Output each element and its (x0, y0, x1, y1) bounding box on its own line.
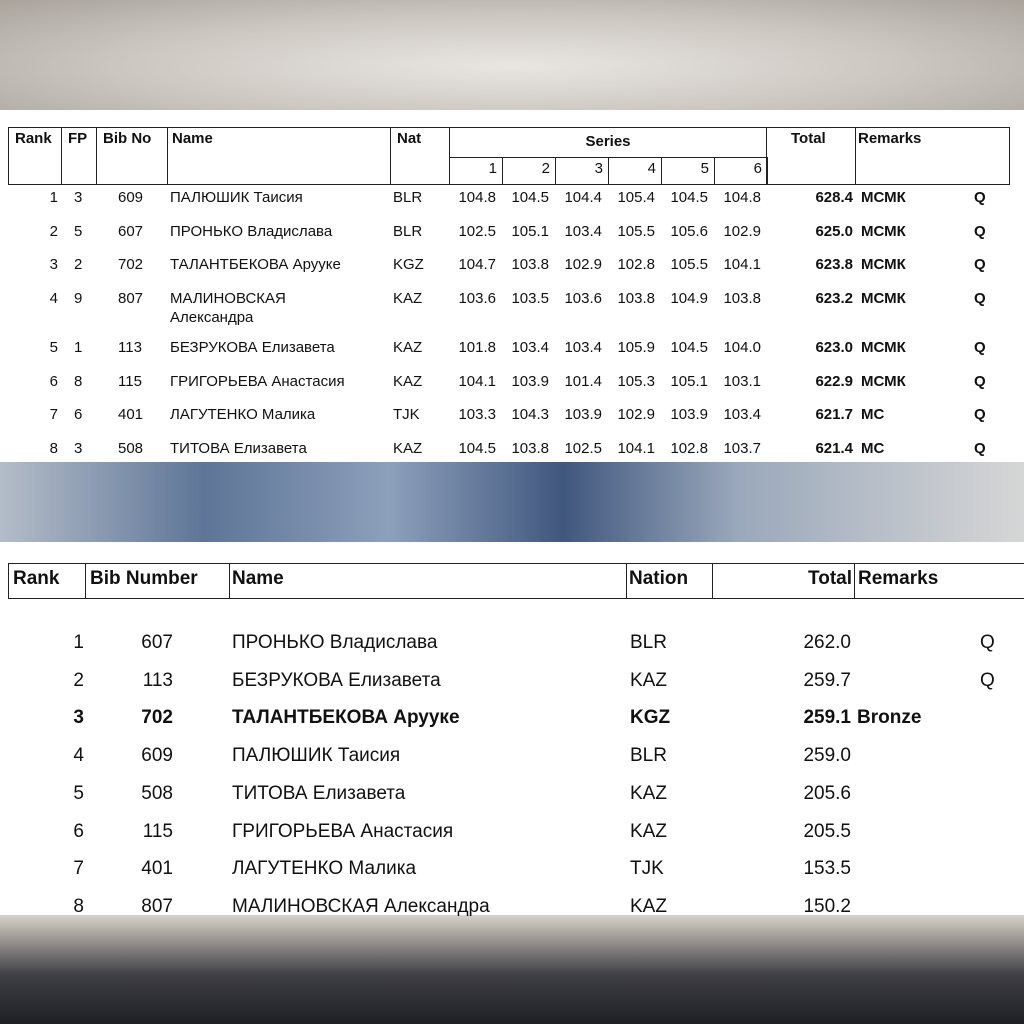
series-subheader-2: 2 (502, 157, 556, 185)
blurred-background-middle (0, 462, 1024, 542)
remark-cell: МСМК (861, 339, 906, 356)
fp-cell: 6 (74, 406, 83, 423)
bib-cell: 115 (118, 373, 142, 390)
series-3-cell: 101.4 (564, 373, 602, 390)
remark-cell: МСМК (861, 189, 906, 206)
header-nation: Nation (626, 563, 713, 599)
nat-cell: KAZ (393, 440, 423, 457)
bib-cell: 508 (141, 782, 173, 804)
table-row (8, 440, 1010, 474)
total-cell: 205.6 (803, 782, 851, 804)
series-3-cell: 102.5 (564, 440, 602, 457)
total-cell: 259.0 (803, 745, 851, 767)
name-cell: ГРИГОРЬЕВА Анастасия (170, 373, 345, 390)
table-row (8, 783, 1024, 821)
series-1-cell: 103.3 (458, 406, 496, 423)
table-row (8, 896, 1024, 934)
series-4-cell: 102.9 (617, 406, 655, 423)
remark-cell: Bronze (857, 707, 922, 729)
table-row (8, 745, 1024, 783)
series-3-cell: 103.4 (564, 223, 602, 240)
bib-cell: 401 (118, 406, 144, 423)
header-rank: Rank (8, 127, 62, 185)
rank-cell: 3 (73, 707, 84, 729)
series-6-cell: 104.0 (723, 339, 761, 356)
header-remarks: Remarks (855, 127, 1010, 185)
name-cell: ПРОНЬКО Владислава (232, 632, 438, 653)
header-total: Total (766, 127, 856, 185)
fp-cell: 1 (74, 339, 83, 356)
series-3-cell: 103.9 (564, 406, 602, 423)
table-row (8, 223, 1010, 257)
total-cell: 628.4 (815, 189, 853, 206)
nat-cell: KAZ (393, 290, 423, 307)
remark-cell: МСМК (861, 223, 906, 240)
total-cell: 623.2 (815, 290, 853, 307)
rank-cell: 7 (73, 858, 84, 880)
rank-cell: 1 (49, 189, 58, 206)
series-3-cell: 103.6 (564, 290, 602, 307)
total-cell: 623.0 (815, 339, 853, 356)
fp-cell: 9 (74, 290, 83, 307)
header-fp: FP (61, 127, 97, 185)
total-cell: 621.7 (815, 406, 853, 423)
rank-cell: 7 (49, 406, 58, 423)
series-2-cell: 105.1 (511, 223, 549, 240)
series-subheader-3: 3 (555, 157, 609, 185)
rank-cell: 5 (49, 339, 58, 356)
qualification-results-panel (0, 110, 1024, 462)
series-5-cell: 104.5 (670, 339, 708, 356)
fp-cell: 3 (74, 189, 83, 206)
bib-cell: 702 (118, 256, 144, 273)
bib-cell: 607 (141, 632, 173, 653)
name-cell: ЛАГУТЕНКО Малика (170, 406, 316, 423)
rank-cell: 5 (73, 782, 84, 804)
series-1-cell: 104.1 (458, 373, 496, 390)
series-5-cell: 103.9 (670, 406, 708, 423)
series-2-cell: 104.5 (511, 189, 549, 206)
total-cell: 625.0 (815, 223, 853, 240)
series-5-cell: 104.5 (670, 189, 708, 206)
series-4-cell: 104.1 (617, 440, 655, 457)
table-row (8, 189, 1010, 223)
qualified-mark: Q (974, 406, 986, 423)
series-4-cell: 105.4 (617, 189, 655, 206)
nation-cell: KAZ (630, 669, 667, 691)
table-row (8, 858, 1024, 896)
qualified-mark: Q (974, 290, 986, 307)
table-row (8, 821, 1024, 859)
nat-cell: BLR (393, 189, 423, 206)
series-2-cell: 103.8 (511, 440, 549, 457)
series-1-cell: 102.5 (458, 223, 496, 240)
series-5-cell: 102.8 (670, 440, 708, 457)
name-cell: ТАЛАНТБЕКОВА Арууке (232, 707, 460, 729)
name-cell: БЕЗРУКОВА Елизавета (232, 669, 441, 691)
series-6-cell: 103.1 (723, 373, 761, 390)
rank-cell: 6 (49, 373, 58, 390)
nation-cell: KAZ (630, 782, 667, 804)
fp-cell: 2 (74, 256, 83, 273)
total-cell: 150.2 (803, 895, 851, 917)
fp-cell: 5 (74, 223, 83, 240)
header-remarks: Remarks (854, 563, 1024, 599)
total-cell: 622.9 (815, 373, 853, 390)
rank-cell: 1 (73, 632, 84, 653)
rank-cell: 8 (49, 440, 58, 457)
table-row (8, 632, 1024, 670)
bib-cell: 702 (141, 707, 173, 729)
series-4-cell: 102.8 (617, 256, 655, 273)
series-6-cell: 103.8 (723, 290, 761, 307)
remark-cell: МСМК (861, 256, 906, 273)
nat-cell: TJK (393, 406, 420, 423)
header-name: Name (167, 127, 391, 185)
name-cell: ПРОНЬКО Владислава (170, 223, 333, 240)
rank-cell: 8 (73, 895, 84, 917)
name-cell: ТИТОВА Елизавета (232, 782, 406, 804)
total-cell: 262.0 (803, 632, 851, 653)
rank-cell: 2 (73, 669, 84, 691)
nat-cell: KAZ (393, 339, 423, 356)
qualified-mark: Q (974, 339, 986, 356)
bib-cell: 807 (118, 290, 144, 307)
series-1-cell: 101.8 (458, 339, 496, 356)
series-3-cell: 102.9 (564, 256, 602, 273)
total-cell: 259.7 (803, 669, 851, 691)
total-cell: 621.4 (815, 440, 853, 457)
header-series: Series 1 2 3 4 5 6 (449, 127, 767, 185)
bib-cell: 807 (141, 895, 173, 917)
rank-cell: 4 (49, 290, 58, 307)
remark-cell: МС (861, 440, 885, 457)
final-results-panel (0, 542, 1024, 915)
nat-cell: KAZ (393, 373, 423, 390)
table-row (8, 406, 1010, 440)
rank-cell: 2 (49, 223, 58, 240)
bib-cell: 401 (141, 858, 173, 880)
series-4-cell: 105.5 (617, 223, 655, 240)
header-name: Name (229, 563, 627, 599)
rank-cell: 3 (49, 256, 58, 273)
qualified-mark: Q (980, 669, 995, 691)
series-1-cell: 104.7 (458, 256, 496, 273)
bib-cell: 607 (118, 223, 144, 240)
header-rank: Rank (8, 563, 86, 599)
bib-cell: 113 (142, 669, 173, 691)
qualified-mark: Q (974, 440, 986, 457)
bib-cell: 609 (118, 189, 144, 206)
series-6-cell: 102.9 (723, 223, 761, 240)
total-cell: 623.8 (815, 256, 853, 273)
series-4-cell: 103.8 (617, 290, 655, 307)
table-row (8, 339, 1010, 373)
header-bib: Bib No (96, 127, 168, 185)
series-subheader-4: 4 (608, 157, 662, 185)
nation-cell: KAZ (630, 820, 667, 842)
series-3-cell: 103.4 (564, 339, 602, 356)
series-5-cell: 105.5 (670, 256, 708, 273)
series-6-cell: 103.7 (723, 440, 761, 457)
series-2-cell: 103.8 (511, 256, 549, 273)
name-cell: МАЛИНОВСКАЯ Александра (232, 895, 490, 917)
header-nat: Nat (390, 127, 450, 185)
rank-cell: 6 (73, 820, 84, 842)
nation-cell: KAZ (630, 895, 667, 917)
nat-cell: KGZ (393, 256, 424, 273)
nation-cell: BLR (630, 745, 667, 767)
qualified-mark: Q (974, 256, 986, 273)
series-6-cell: 104.8 (723, 189, 761, 206)
total-cell: 153.5 (803, 858, 851, 880)
blurred-background-top (0, 0, 1024, 110)
series-subheaders (449, 157, 767, 185)
table-row (8, 670, 1024, 708)
series-4-cell: 105.3 (617, 373, 655, 390)
bib-cell: 115 (142, 820, 173, 842)
fp-cell: 3 (74, 440, 83, 457)
series-4-cell: 105.9 (617, 339, 655, 356)
bib-cell: 508 (118, 440, 144, 457)
series-1-cell: 103.6 (458, 290, 496, 307)
series-5-cell: 104.9 (670, 290, 708, 307)
table-row (8, 290, 1010, 324)
series-1-cell: 104.5 (458, 440, 496, 457)
qualified-mark: Q (974, 373, 986, 390)
series-2-cell: 103.5 (511, 290, 549, 307)
qualified-mark: Q (980, 632, 995, 653)
total-cell: 259.1 (803, 707, 851, 729)
series-2-cell: 103.9 (511, 373, 549, 390)
name-cell: ТАЛАНТБЕКОВА Арууке (170, 256, 341, 273)
header-bib-number: Bib Number (85, 563, 230, 599)
name-cell: ЛАГУТЕНКО Малика (232, 858, 417, 880)
series-subheader-6: 6 (714, 157, 768, 185)
series-2-cell: 104.3 (511, 406, 549, 423)
nat-cell: BLR (393, 223, 423, 240)
header-total: Total (712, 563, 855, 599)
name-cell: ТИТОВА Елизавета (170, 440, 307, 457)
bib-cell: 113 (118, 339, 142, 356)
name-cell-line2: Александра (170, 309, 254, 326)
series-6-cell: 103.4 (723, 406, 761, 423)
series-2-cell: 103.4 (511, 339, 549, 356)
remark-cell: МСМК (861, 290, 906, 307)
fp-cell: 8 (74, 373, 83, 390)
table-row (8, 256, 1010, 290)
name-cell: БЕЗРУКОВА Елизавета (170, 339, 335, 356)
rank-cell: 4 (73, 745, 84, 767)
name-cell: ГРИГОРЬЕВА Анастасия (232, 820, 454, 842)
nation-cell: TJK (630, 858, 664, 880)
qualified-mark: Q (974, 223, 986, 240)
name-cell: ПАЛЮШИК Таисия (232, 745, 401, 767)
remark-cell: МСМК (861, 373, 906, 390)
remark-cell: МС (861, 406, 885, 423)
series-1-cell: 104.8 (458, 189, 496, 206)
nation-cell: KGZ (630, 707, 671, 729)
qualified-mark: Q (974, 189, 986, 206)
table-row (8, 373, 1010, 407)
series-subheader-1: 1 (449, 157, 503, 185)
series-3-cell: 104.4 (564, 189, 602, 206)
name-cell: МАЛИНОВСКАЯ (170, 290, 286, 307)
nation-cell: BLR (630, 632, 667, 653)
bib-cell: 609 (141, 745, 173, 767)
series-5-cell: 105.1 (670, 373, 708, 390)
total-cell: 205.5 (803, 820, 851, 842)
series-subheader-5: 5 (661, 157, 715, 185)
table-row (8, 707, 1024, 745)
name-cell: ПАЛЮШИК Таисия (170, 189, 303, 206)
series-5-cell: 105.6 (670, 223, 708, 240)
series-6-cell: 104.1 (723, 256, 761, 273)
